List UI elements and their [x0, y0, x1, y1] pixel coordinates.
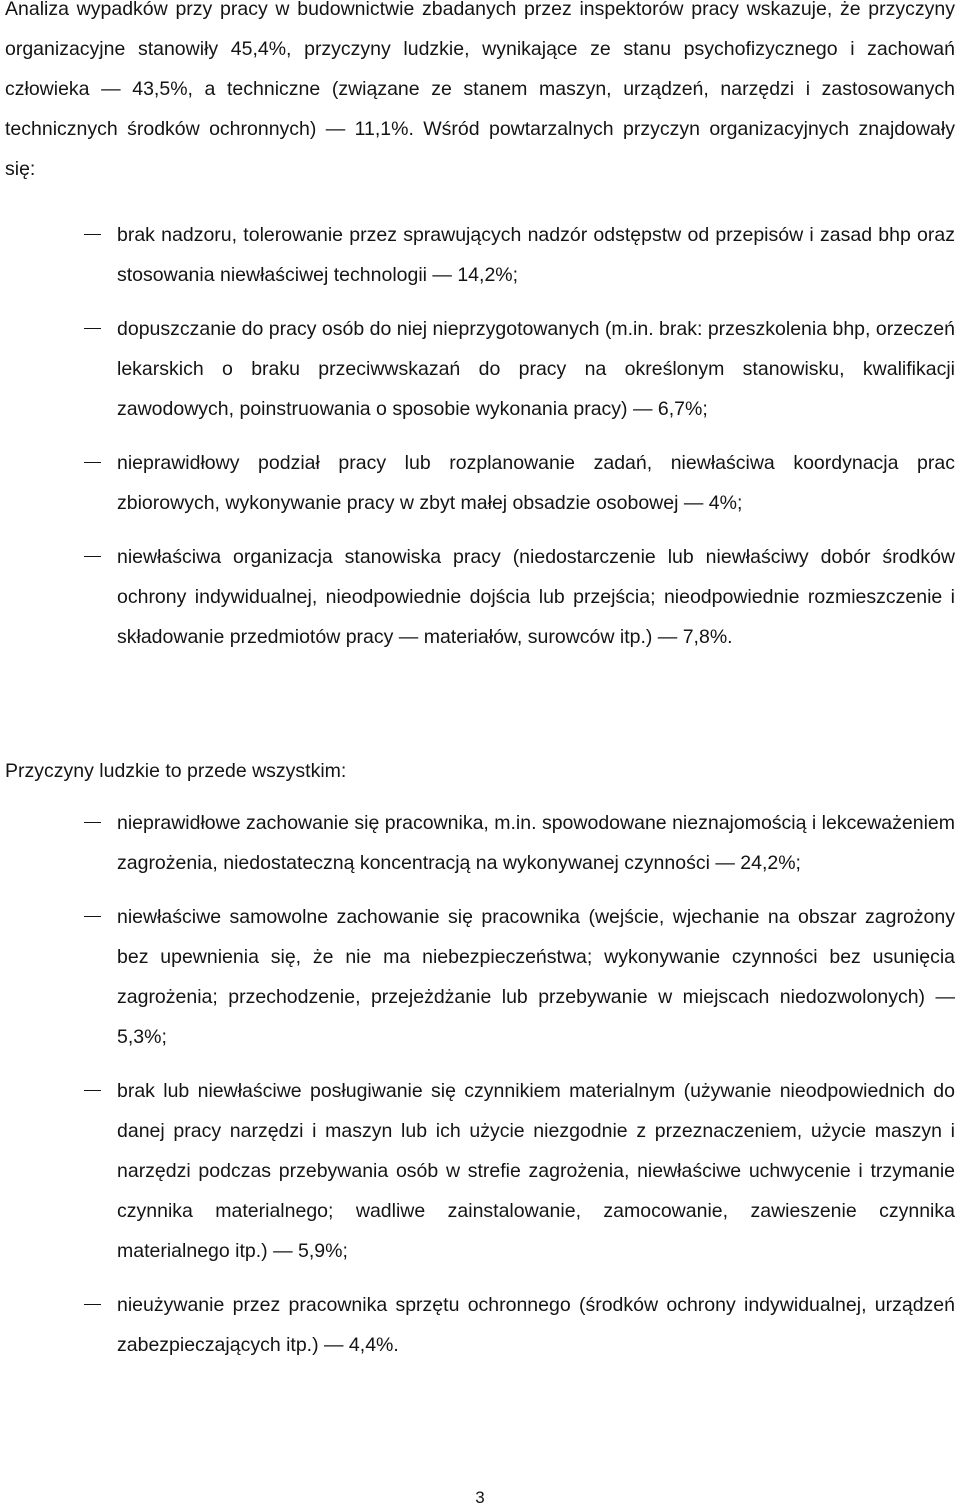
dash-bullet [84, 328, 101, 329]
list-item [0, 897, 960, 1057]
dash-bullet [84, 1304, 101, 1305]
list-item-text: niewłaściwe samowolne zachowanie się pracownika (wejście, wjechanie na obszar zagrożony bez upewnienia się, że nie ma niebezpieczeństwa; wykonywanie czynności bez usunięcia zagrożenia; przechodzenie, przejeżdżanie lub przebywanie w miejscach niedozwolonych) — 5,3%; [117, 906, 955, 1048]
list-item-text: nieużywanie przez pracownika sprzętu ochronnego (środków ochrony indywidualnej, urządzeń zabezpieczających itp.) — 4,4%. [117, 1294, 955, 1356]
dash-bullet [84, 822, 101, 823]
list-item [0, 537, 960, 657]
list-item [0, 309, 960, 429]
dash-bullet [84, 462, 101, 463]
list-item-text: brak nadzoru, tolerowanie przez sprawujących nadzór odstępstw od przepisów i zasad bhp oraz stosowania niewłaściwej technologii — 14,2%; [117, 224, 955, 286]
page-number: 3 [475, 1488, 485, 1507]
organizational-causes-list [0, 215, 960, 657]
list-item-text: nieprawidłowe zachowanie się pracownika, m.in. spowodowane nieznajomością i lekceważeniem zagrożenia, niedostateczną koncentracją na wykonywanej czynności — 24,2%; [117, 812, 955, 874]
list-item [0, 1071, 960, 1271]
list-item [0, 443, 960, 523]
list-item [0, 1285, 960, 1365]
list-item-text: niewłaściwa organizacja stanowiska pracy (niedostarczenie lub niewłaściwy dobór środków ochrony indywidualnej, nieodpowiednie dojścia lub przejścia; nieodpowiednie rozmieszczenie i składowanie przedmiotów pracy — materiałów, surowców itp.) — 7,8%. [117, 546, 955, 648]
human-causes-list [0, 803, 960, 1365]
dash-bullet [84, 556, 101, 557]
dash-bullet [84, 916, 101, 917]
list-item-text: dopuszczanie do pracy osób do niej nieprzygotowanych (m.in. brak: przeszkolenia bhp, orzeczeń lekarskich o braku przeciwwskazań do pracy na określonym stanowisku, kwalifikacji zawodowych, poinstruowania o sposobie wykonania pracy) — 6,7%; [117, 318, 955, 420]
human-causes-heading: Przyczyny ludzkie to przede wszystkim: [5, 760, 347, 782]
list-item [0, 803, 960, 883]
list-item [0, 215, 960, 295]
dash-bullet [84, 234, 101, 235]
intro-paragraph: Analiza wypadków przy pracy w budownictwie zbadanych przez inspektorów pracy wskazuje, że przyczyny organizacyjne stanowiły 45,4%, przyczyny ludzkie, wynikające ze stanu psychofizycznego i zachowań człowieka — 43,5%, a techniczne (związane ze stanem maszyn, urządzeń, narzędzi i zastosowanych technicznych środków ochronnych) — 11,1%. Wśród powtarzalnych przyczyn organizacyjnych znajdowały się: [5, 0, 955, 180]
list-item-text: brak lub niewłaściwe posługiwanie się czynnikiem materialnym (używanie nieodpowiednich do danej pracy narzędzi i maszyn lub ich użycie niezgodnie z przeznaczeniem, użycie maszyn i narzędzi podczas przebywania osób w strefie zagrożenia, niewłaściwe uchwycenie i trzymanie czynnika materialnego; wadliwe zainstalowanie, zamocowanie, zawieszenie czynnika materialnego itp.) — 5,9%; [117, 1080, 955, 1262]
list-item-text: nieprawidłowy podział pracy lub rozplanowanie zadań, niewłaściwa koordynacja prac zbiorowych, wykonywanie pracy w zbyt małej obsadzie osobowej — 4%; [117, 452, 955, 514]
dash-bullet [84, 1090, 101, 1091]
